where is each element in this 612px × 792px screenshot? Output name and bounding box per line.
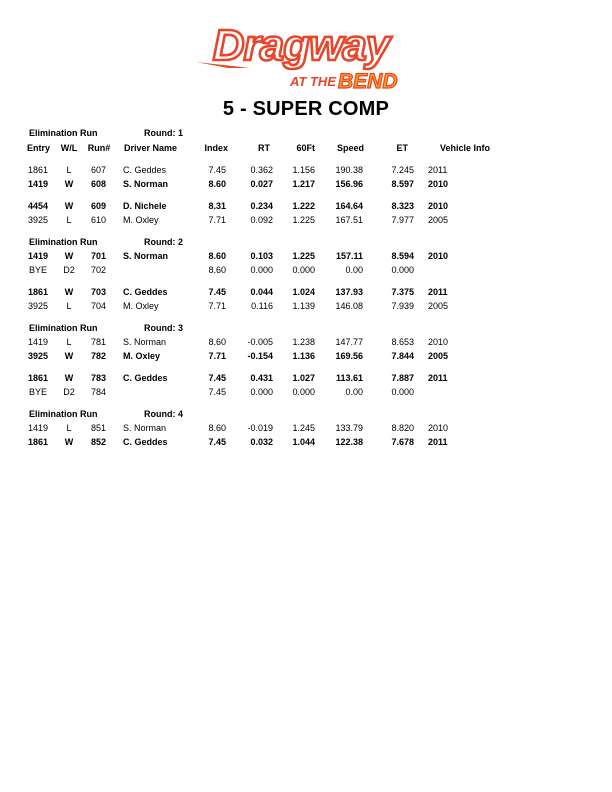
column-header: W/L xyxy=(60,143,78,153)
table-cell-rt: -0.154 xyxy=(247,351,273,361)
table-cell-vehicle: 2005 xyxy=(428,351,449,361)
table-cell-rt: 0.000 xyxy=(250,387,273,397)
table-cell-wl: W xyxy=(64,251,74,261)
table-cell-wl: W xyxy=(64,437,74,447)
table-cell-wl: W xyxy=(64,351,74,361)
table-cell-et: 7.939 xyxy=(391,301,414,311)
table-cell-vehicle: 2010 xyxy=(428,251,449,261)
table-cell-driver: M. Oxley xyxy=(123,351,161,361)
table-cell-speed: 167.51 xyxy=(335,215,363,225)
table-cell-et: 7.245 xyxy=(391,165,414,175)
table-cell-rt: 0.116 xyxy=(251,301,273,311)
table-cell-sixty: 1.217 xyxy=(292,179,315,189)
table-cell-et: 7.844 xyxy=(391,351,414,361)
table-cell-vehicle: 2011 xyxy=(428,437,448,447)
logo-tagline-word: BEND xyxy=(338,70,398,93)
table-cell-driver: C. Geddes xyxy=(123,437,168,447)
table-cell-index: 8.60 xyxy=(208,423,226,433)
table-cell-index: 8.60 xyxy=(208,251,226,261)
table-cell-sixty: 1.222 xyxy=(292,201,315,211)
table-cell-entry: 1419 xyxy=(27,423,49,433)
table-cell-et: 8.323 xyxy=(391,201,414,211)
table-cell-run: 851 xyxy=(90,423,106,433)
table-cell-speed: 122.38 xyxy=(335,437,363,447)
table-cell-speed: 146.08 xyxy=(335,301,363,311)
table-cell-index: 7.45 xyxy=(208,287,226,297)
table-cell-sixty: 1.238 xyxy=(292,337,315,347)
table-cell-speed: 164.64 xyxy=(335,201,363,211)
table-cell-wl: D2 xyxy=(63,265,75,275)
table-cell-speed: 147.77 xyxy=(335,337,363,347)
table-cell-run: 704 xyxy=(90,301,106,311)
table-cell-rt: 0.431 xyxy=(250,373,273,383)
table-cell-speed: 113.61 xyxy=(335,373,363,383)
table-cell-wl: D2 xyxy=(63,387,75,397)
table-cell-entry: BYE xyxy=(28,265,47,275)
table-cell-et: 8.597 xyxy=(391,179,414,189)
table-cell-index: 8.60 xyxy=(208,337,226,347)
table-cell-sixty: 0.000 xyxy=(292,387,315,397)
table-cell-wl: L xyxy=(66,215,72,225)
table-cell-sixty: 1.139 xyxy=(292,301,315,311)
table-cell-et: 8.594 xyxy=(391,251,414,261)
round-label: Elimination Run xyxy=(29,237,98,247)
table-cell-speed: 0.00 xyxy=(345,265,363,275)
round-number: Round: 1 xyxy=(144,128,183,138)
table-cell-entry: 3925 xyxy=(27,351,49,361)
round-label: Elimination Run xyxy=(29,409,98,419)
table-cell-run: 610 xyxy=(90,215,106,225)
table-cell-run: 781 xyxy=(90,337,106,347)
table-cell-driver: S. Norman xyxy=(123,423,167,433)
column-header: Vehicle Info xyxy=(440,143,491,153)
column-header: Speed xyxy=(336,143,364,153)
table-cell-sixty: 1.156 xyxy=(292,165,315,175)
column-header: ET xyxy=(396,143,408,153)
table-cell-sixty: 1.136 xyxy=(292,351,315,361)
table-cell-wl: W xyxy=(64,373,74,383)
table-cell-driver: C. Geddes xyxy=(123,165,167,175)
table-cell-driver: S. Norman xyxy=(123,251,169,261)
table-cell-vehicle: 2011 xyxy=(428,165,448,175)
table-cell-rt: -0.005 xyxy=(247,337,273,347)
page-title: 5 - SUPER COMP xyxy=(222,98,390,120)
table-cell-index: 7.45 xyxy=(208,373,226,383)
table-cell-wl: W xyxy=(64,179,74,189)
table-cell-wl: L xyxy=(66,301,72,311)
table-cell-driver: C. Geddes xyxy=(123,287,168,297)
round-label: Elimination Run xyxy=(29,323,98,333)
table-cell-index: 7.45 xyxy=(208,165,226,175)
table-cell-entry: 1861 xyxy=(27,287,49,297)
table-cell-run: 703 xyxy=(90,287,106,297)
table-cell-vehicle: 2010 xyxy=(428,201,449,211)
table-cell-speed: 157.11 xyxy=(335,251,363,261)
round-number: Round: 3 xyxy=(144,323,183,333)
round-label: Elimination Run xyxy=(29,128,98,138)
table-cell-vehicle: 2005 xyxy=(428,301,449,311)
table-cell-entry: 1861 xyxy=(27,373,49,383)
table-cell-entry: 1861 xyxy=(27,165,49,175)
table-cell-et: 0.000 xyxy=(391,265,414,275)
table-cell-index: 7.45 xyxy=(208,437,226,447)
round-number: Round: 2 xyxy=(144,237,183,247)
column-header: Index xyxy=(204,143,228,153)
table-cell-entry: 1861 xyxy=(27,437,49,447)
table-cell-speed: 0.00 xyxy=(345,387,363,397)
table-cell-run: 701 xyxy=(90,251,106,261)
table-cell-run: 782 xyxy=(90,351,106,361)
table-cell-rt: 0.044 xyxy=(250,287,273,297)
table-cell-driver: S. Norman xyxy=(123,179,169,189)
table-cell-sixty: 1.027 xyxy=(292,373,315,383)
table-cell-rt: 0.362 xyxy=(250,165,273,175)
table-cell-index: 8.60 xyxy=(208,265,226,275)
table-cell-rt: 0.000 xyxy=(250,265,273,275)
table-cell-rt: 0.103 xyxy=(250,251,273,261)
table-cell-entry: 3925 xyxy=(27,215,49,225)
table-cell-run: 852 xyxy=(90,437,106,447)
table-cell-rt: 0.092 xyxy=(250,215,273,225)
table-cell-rt: 0.032 xyxy=(250,437,273,447)
table-cell-vehicle: 2010 xyxy=(428,179,449,189)
table-cell-entry: 1419 xyxy=(27,179,49,189)
table-cell-et: 0.000 xyxy=(391,387,414,397)
table-cell-speed: 190.38 xyxy=(335,165,363,175)
table-cell-index: 7.71 xyxy=(208,351,226,361)
column-header: RT xyxy=(258,143,270,153)
table-cell-entry: 1419 xyxy=(27,251,49,261)
table-cell-run: 784 xyxy=(90,387,106,397)
table-cell-run: 609 xyxy=(90,201,106,211)
table-cell-vehicle: 2010 xyxy=(428,337,449,347)
round-number: Round: 4 xyxy=(144,409,183,419)
logo-brand-text: Dragway xyxy=(212,21,390,70)
table-cell-driver: M. Oxley xyxy=(123,215,159,225)
table-cell-entry: BYE xyxy=(28,387,47,397)
logo-tagline-prefix: AT THE xyxy=(290,74,336,89)
table-cell-sixty: 1.245 xyxy=(292,423,315,433)
table-cell-et: 7.977 xyxy=(391,215,414,225)
table-cell-index: 8.31 xyxy=(208,201,226,211)
table-cell-run: 607 xyxy=(90,165,106,175)
column-header: Driver Name xyxy=(124,143,178,153)
table-cell-driver: C. Geddes xyxy=(123,373,168,383)
table-cell-speed: 169.56 xyxy=(335,351,363,361)
table-cell-index: 8.60 xyxy=(208,179,226,189)
table-cell-sixty: 1.225 xyxy=(292,215,315,225)
table-cell-speed: 137.93 xyxy=(335,287,363,297)
table-cell-driver: S. Norman xyxy=(123,337,167,347)
table-cell-vehicle: 2005 xyxy=(428,215,449,225)
table-cell-rt: -0.019 xyxy=(247,423,273,433)
table-cell-index: 7.45 xyxy=(208,387,226,397)
table-cell-entry: 4454 xyxy=(27,201,49,211)
table-cell-rt: 0.234 xyxy=(250,201,273,211)
table-cell-entry: 1419 xyxy=(27,337,49,347)
table-cell-speed: 133.79 xyxy=(335,423,363,433)
table-cell-vehicle: 2011 xyxy=(428,373,448,383)
table-cell-vehicle: 2010 xyxy=(428,423,449,433)
table-cell-sixty: 1.044 xyxy=(292,437,315,447)
table-cell-speed: 156.96 xyxy=(335,179,363,189)
table-cell-sixty: 1.024 xyxy=(292,287,315,297)
dragway-logo xyxy=(188,12,414,94)
table-cell-wl: L xyxy=(66,423,72,433)
table-cell-et: 8.653 xyxy=(391,337,414,347)
table-cell-sixty: 1.225 xyxy=(292,251,315,261)
table-cell-rt: 0.027 xyxy=(250,179,273,189)
table-cell-entry: 3925 xyxy=(27,301,49,311)
table-cell-wl: W xyxy=(64,201,74,211)
table-cell-et: 7.678 xyxy=(391,437,414,447)
table-cell-et: 7.887 xyxy=(391,373,414,383)
table-cell-index: 7.71 xyxy=(208,301,226,311)
table-cell-run: 783 xyxy=(90,373,106,383)
table-cell-wl: W xyxy=(64,287,74,297)
table-cell-vehicle: 2011 xyxy=(428,287,448,297)
table-cell-et: 7.375 xyxy=(391,287,414,297)
table-cell-wl: L xyxy=(66,337,72,347)
table-cell-sixty: 0.000 xyxy=(292,265,315,275)
table-cell-wl: L xyxy=(66,165,72,175)
table-cell-index: 7.71 xyxy=(208,215,226,225)
column-header: Entry xyxy=(27,143,51,153)
column-header: Run# xyxy=(87,143,111,153)
column-header: 60Ft xyxy=(296,143,315,153)
table-cell-run: 702 xyxy=(90,265,106,275)
table-cell-et: 8.820 xyxy=(391,423,414,433)
table-cell-driver: M. Oxley xyxy=(123,301,159,311)
table-cell-driver: D. Nichele xyxy=(123,201,167,211)
table-cell-run: 608 xyxy=(90,179,106,189)
